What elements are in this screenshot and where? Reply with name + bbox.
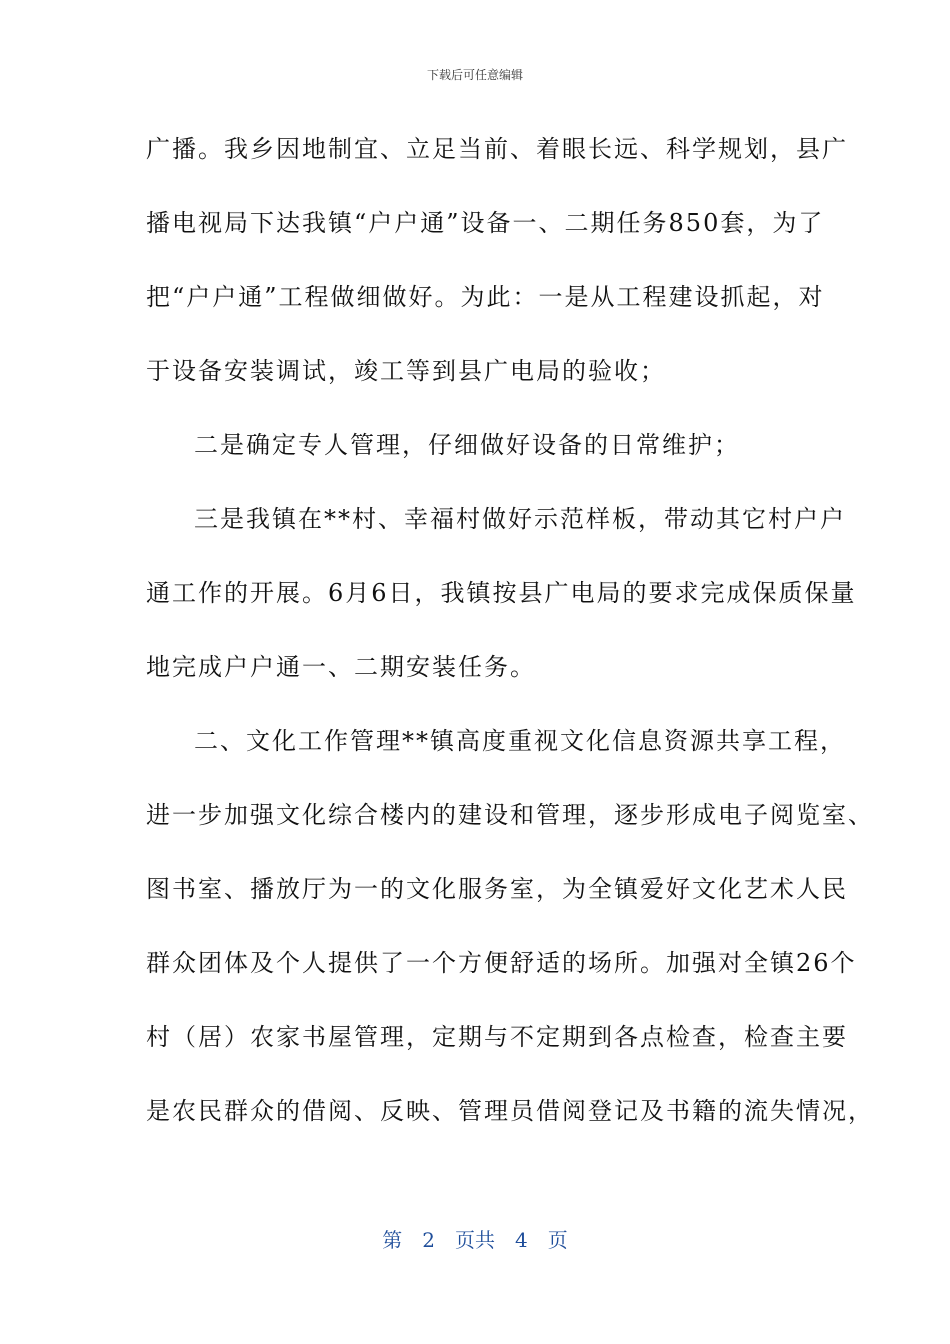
paragraph-line: 村（居）农家书屋管理，定期与不定期到各点检查，检查主要 (146, 1023, 848, 1051)
paragraph-line: 图书室、播放厅为一的文化服务室，为全镇爱好文化艺术人民 (146, 875, 848, 903)
paragraph-line: 三是我镇在**村、幸福村做好示范样板，带动其它村户户 (194, 505, 846, 533)
footer-di: 第 (382, 1228, 403, 1252)
paragraph-line: 把“户户通”工程做细做好。为此：一是从工程建设抓起，对 (146, 283, 825, 311)
footer-ye: 页 (547, 1228, 568, 1252)
paragraph-line: 是农民群众的借阅、反映、管理员借阅登记及书籍的流失情况， (146, 1097, 874, 1125)
document-body (146, 112, 874, 1148)
paragraph-line: 群众团体及个人提供了一个方便舒适的场所。加强对全镇26个 (146, 949, 857, 977)
paragraph-line: 播电视局下达我镇“户户通”设备一、二期任务850套，为了 (146, 209, 825, 237)
paragraph-line: 二是确定专人管理，仔细做好设备的日常维护； (194, 431, 740, 459)
paragraph-line: 于设备安装调试，竣工等到县广电局的验收； (146, 357, 666, 385)
page-footer (0, 1224, 950, 1253)
paragraph-line: 进一步加强文化综合楼内的建设和管理，逐步形成电子阅览室、 (146, 801, 874, 829)
paragraph-line: 广播。我乡因地制宜、立足当前、着眼长远、科学规划，县广 (146, 135, 848, 163)
footer-ye-gong: 页共 (455, 1228, 495, 1252)
paragraph-line: 通工作的开展。6月6日，我镇按县广电局的要求完成保质保量 (146, 579, 857, 607)
header-note: 下载后可任意编辑 (426, 68, 523, 82)
paragraph-line: 二、文化工作管理**镇高度重视文化信息资源共享工程， (194, 727, 846, 755)
footer-total-pages: 4 (515, 1228, 528, 1252)
footer-page-number: 2 (422, 1228, 435, 1252)
paragraph-line: 地完成户户通一、二期安装任务。 (146, 653, 536, 681)
